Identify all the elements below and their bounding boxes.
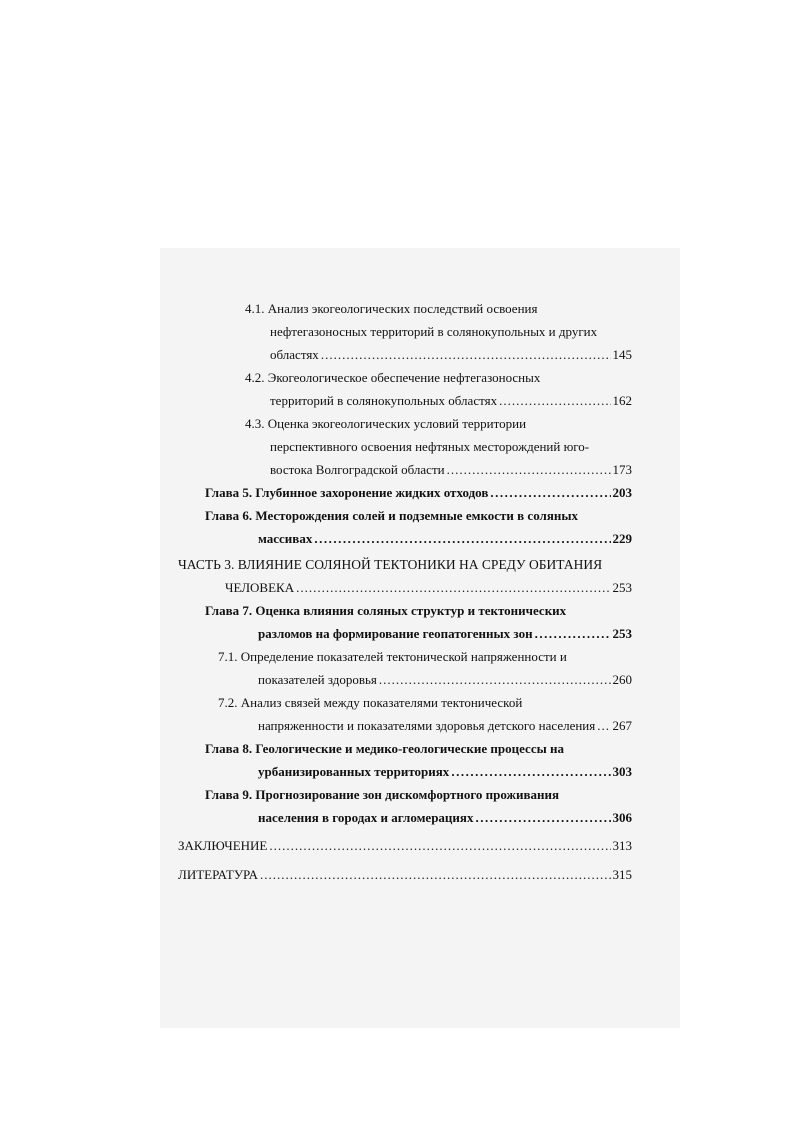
toc-chapter-8-page: 303 [612, 764, 632, 779]
leader-dots [475, 810, 610, 826]
toc-4-3-line3: востока Волгоградской области [270, 462, 445, 477]
toc-chapter-5-title: Глава 5. Глубинное захоронение жидких отходов [205, 485, 489, 500]
leader-dots [447, 462, 611, 478]
leader-dots [535, 626, 611, 642]
toc-4-1-line1: 4.1. Анализ экогеологических последствий освоения [245, 301, 538, 316]
toc-literature-page: 315 [612, 867, 632, 882]
leader-dots [314, 531, 610, 547]
toc-part-3-line2: ЧЕЛОВЕКА [225, 580, 295, 595]
toc-chapter-6-line1: Глава 6. Месторождения солей и подземные емкости в соляных [205, 508, 579, 523]
leader-dots [269, 838, 610, 854]
leader-dots [321, 347, 611, 363]
toc-4-1-entry[interactable] [270, 347, 632, 363]
toc-chapter-5-entry[interactable] [205, 485, 632, 501]
toc-4-3-line1: 4.3. Оценка экогеологических условий территории [245, 416, 527, 431]
toc-7-2-entry[interactable] [258, 718, 632, 734]
toc-chapter-7-line1: Глава 7. Оценка влияния соляных структур и тектонических [205, 603, 567, 618]
leader-dots [379, 672, 611, 688]
toc-7-2-line2: напряженности и показателями здоровья детского населения [258, 718, 596, 733]
toc-conclusion-page: 313 [612, 838, 632, 853]
toc-conclusion-entry[interactable] [178, 838, 632, 854]
toc-chapter-9-line1: Глава 9. Прогнозирование зон дискомфортного проживания [205, 787, 560, 802]
toc-chapter-8-line2: урбанизированных территориях [258, 764, 450, 779]
toc-7-1-page: 260 [612, 672, 632, 687]
toc-part-3-entry[interactable] [225, 580, 632, 596]
toc-chapter-8-entry[interactable] [258, 764, 632, 780]
toc-4-1-page: 145 [612, 347, 632, 362]
toc-4-1-line2: нефтегазоносных территорий в солянокупольных и других [270, 324, 598, 339]
leader-dots [451, 764, 610, 780]
toc-7-2-page: 267 [612, 718, 632, 733]
toc-part-3-page: 253 [612, 580, 632, 595]
toc-chapter-6-page: 229 [612, 531, 632, 546]
toc-4-2-line1: 4.2. Экогеологическое обеспечение нефтегазоносных [245, 370, 541, 385]
toc-chapter-7-line2: разломов на формирование геопатогенных зон [258, 626, 533, 641]
toc-7-1-line2: показателей здоровья [258, 672, 377, 687]
leader-dots [260, 867, 611, 883]
toc-4-3-page: 173 [612, 462, 632, 477]
toc-part-3-line1: ЧАСТЬ 3. ВЛИЯНИЕ СОЛЯНОЙ ТЕКТОНИКИ НА СРЕДУ ОБИТАНИЯ [178, 557, 603, 572]
toc-chapter-9-line2: населения в городах и агломерациях [258, 810, 474, 825]
leader-dots [296, 580, 610, 596]
toc-4-3-line2: перспективного освоения нефтяных месторождений юго- [270, 439, 590, 454]
toc-4-1-line3: областях [270, 347, 319, 362]
leader-dots [490, 485, 610, 501]
toc-chapter-7-entry[interactable] [258, 626, 632, 642]
toc-chapter-7-page: 253 [612, 626, 632, 641]
toc-4-3-entry[interactable] [270, 462, 632, 478]
toc-conclusion-title: ЗАКЛЮЧЕНИЕ [178, 838, 268, 853]
leader-dots [597, 718, 610, 734]
toc-chapter-9-page: 306 [612, 810, 632, 825]
toc-literature-entry[interactable] [178, 867, 632, 883]
toc-4-2-entry[interactable] [270, 393, 632, 409]
toc-chapter-8-line1: Глава 8. Геологические и медико-геологические процессы на [205, 741, 564, 756]
toc-7-1-line1: 7.1. Определение показателей тектонической напряженности и [218, 649, 567, 664]
toc-chapter-6-entry[interactable] [258, 531, 632, 547]
leader-dots [499, 393, 610, 409]
toc-7-2-line1: 7.2. Анализ связей между показателями тектонической [218, 695, 523, 710]
toc-7-1-entry[interactable] [258, 672, 632, 688]
toc-4-2-line2: территорий в солянокупольных областях [270, 393, 498, 408]
toc-literature-title: ЛИТЕРАТУРА [178, 867, 258, 882]
toc-chapter-5-page: 203 [612, 485, 632, 500]
toc-chapter-6-line2: массивах [258, 531, 313, 546]
toc-chapter-9-entry[interactable] [258, 810, 632, 826]
toc-4-2-page: 162 [612, 393, 632, 408]
